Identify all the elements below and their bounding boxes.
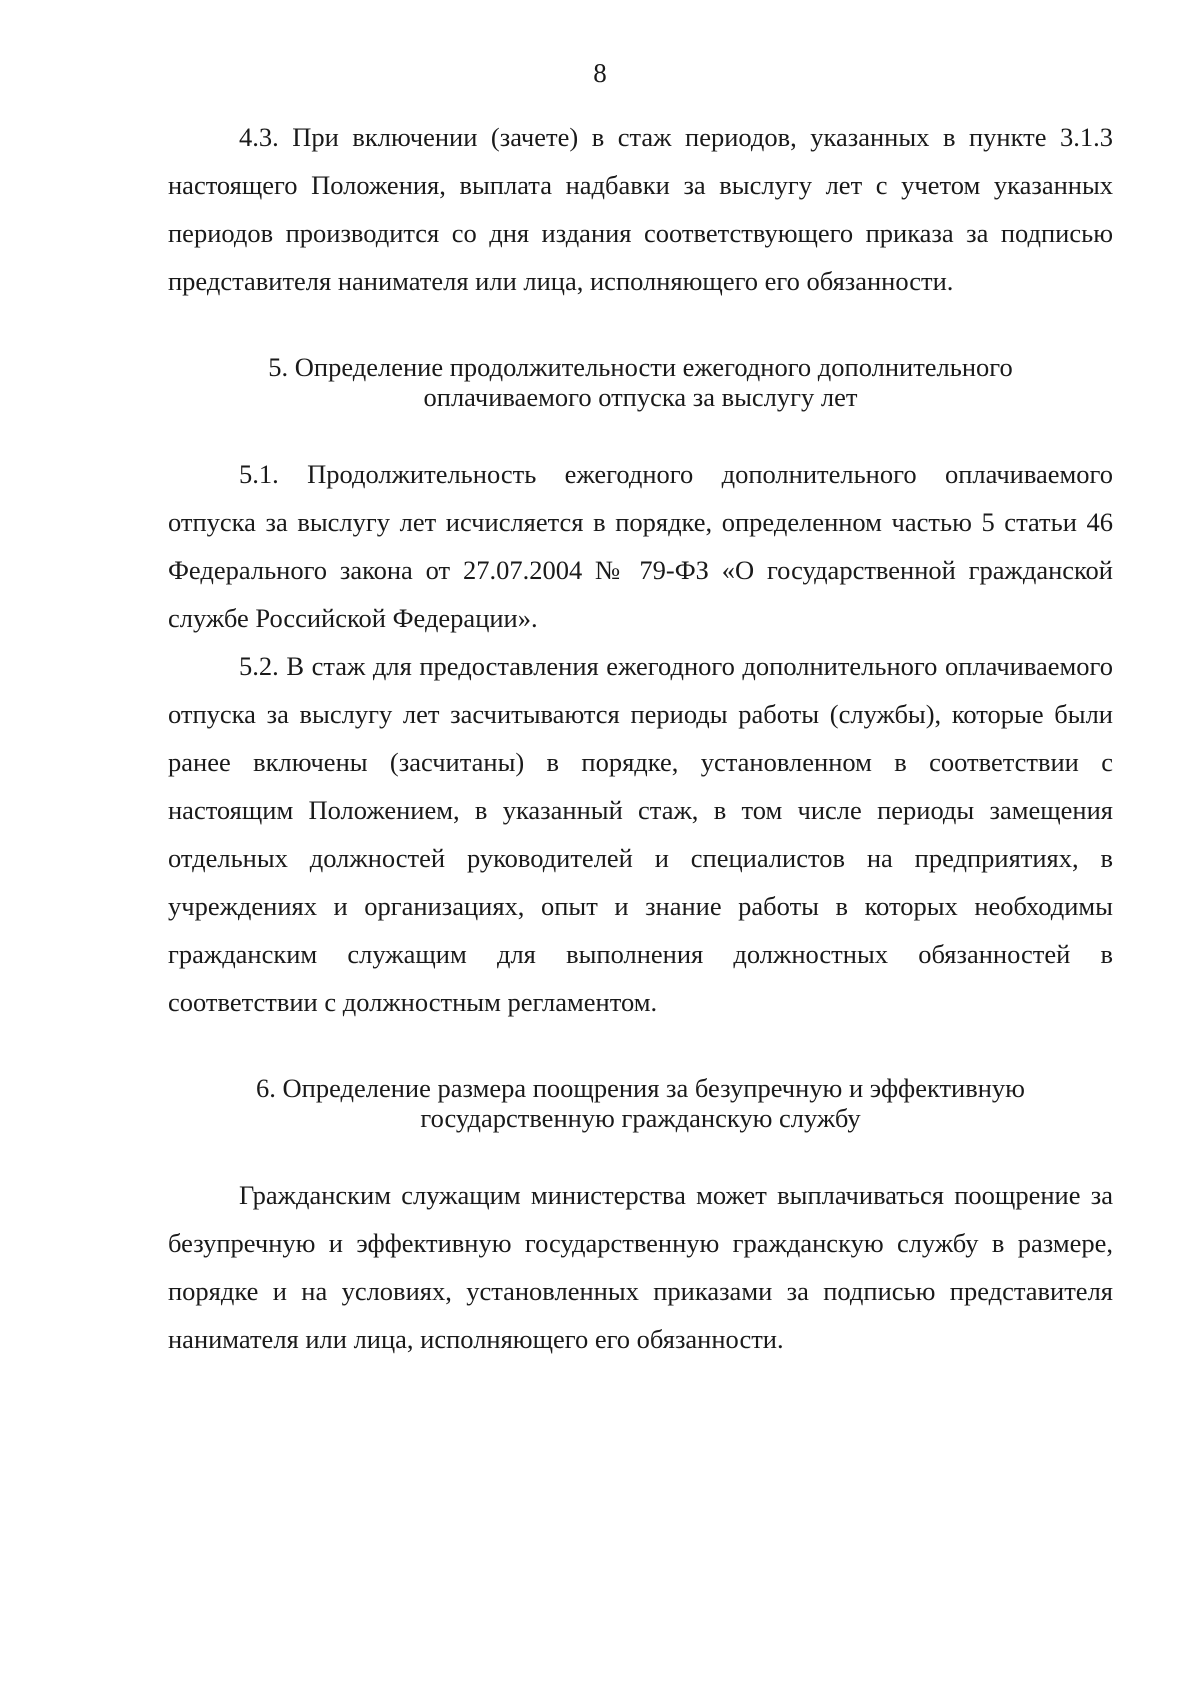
- section-heading-5-line-1: 5. Определение продолжительности ежегодного дополнительного: [268, 352, 1013, 382]
- paragraph-5-1: 5.1. Продолжительность ежегодного дополнительного оплачиваемого отпуска за выслугу лет исчисляется в порядке, определенном частью 5 статьи 46 Федерального закона от 27.07.2004 № 79-ФЗ «О государственной гражданской службе Российской Федерации».: [168, 459, 1113, 633]
- section-heading-6-line-1: 6. Определение размера поощрения за безупречную и эффективную: [256, 1073, 1025, 1103]
- document-body: [168, 113, 1113, 1363]
- section-heading-6-line-2: государственную гражданскую службу: [420, 1103, 861, 1133]
- page-number: 8: [593, 58, 607, 88]
- paragraph-6: Гражданским служащим министерства может выплачиваться поощрение за безупречную и эффективную государственную гражданскую службу в размере, порядке и на условиях, установленных приказами за подписью представителя нанимателя или лица, исполняющего его обязанности.: [168, 1180, 1113, 1354]
- paragraph-4-3: 4.3. При включении (зачете) в стаж периодов, указанных в пункте 3.1.3 настоящего Положения, выплата надбавки за выслугу лет с учетом указанных периодов производится со дня издания соответствующего приказа за подписью представителя нанимателя или лица, исполняющего его обязанности.: [168, 122, 1113, 296]
- paragraph-5-2: 5.2. В стаж для предоставления ежегодного дополнительного оплачиваемого отпуска за выслугу лет засчитываются периоды работы (службы), которые были ранее включены (засчитаны) в порядке, установленном в соответствии с настоящим Положением, в указанный стаж, в том числе периоды замещения отдельных должностей руководителей и специалистов на предприятиях, в учреждениях и организациях, опыт и знание работы в которых необходимы гражданским служащим для выполнения должностных обязанностей в соответствии с должностным регламентом.: [168, 651, 1113, 1017]
- section-heading-5-line-2: оплачиваемого отпуска за выслугу лет: [423, 382, 858, 412]
- section-heading-5: [168, 352, 1113, 412]
- section-heading-6: [168, 1073, 1113, 1133]
